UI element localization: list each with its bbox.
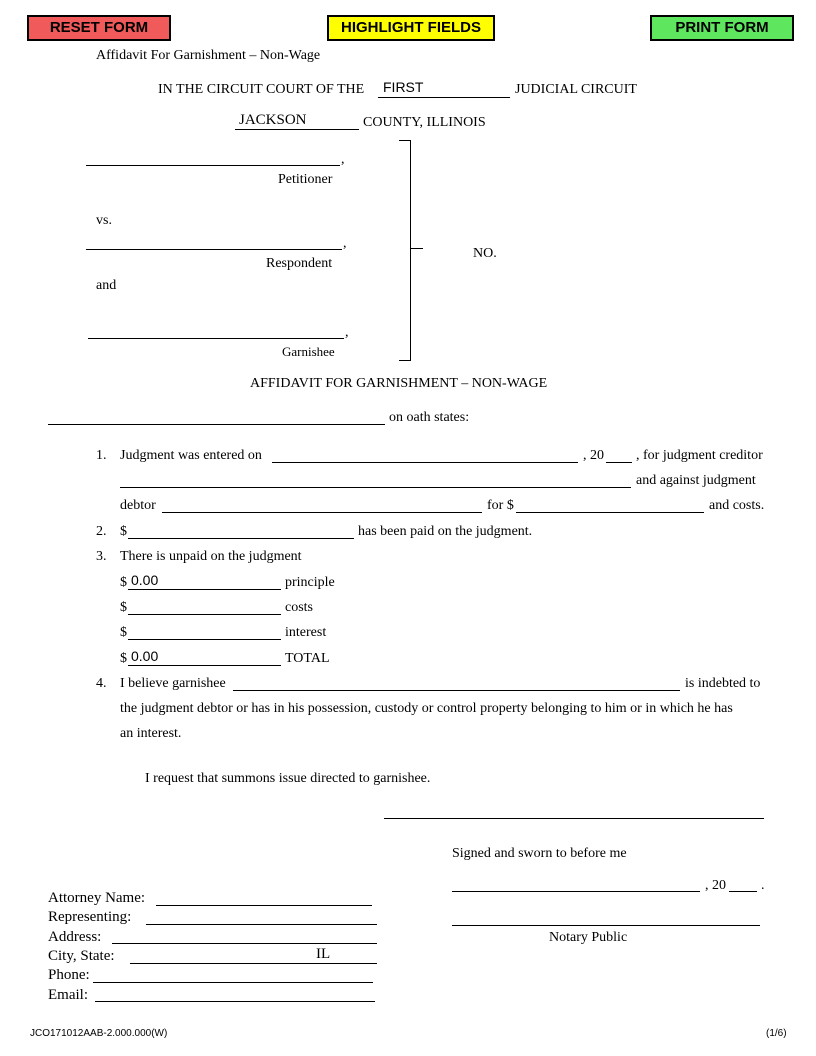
affiant-field[interactable] bbox=[48, 424, 385, 425]
county-value: JACKSON bbox=[239, 112, 307, 128]
representing-field[interactable] bbox=[146, 924, 377, 925]
item4-text-a: I believe garnishee bbox=[120, 676, 226, 691]
court-prefix: IN THE CIRCUIT COURT OF THE bbox=[158, 82, 365, 97]
interest-field[interactable] bbox=[128, 639, 281, 640]
costs-dollar: $ bbox=[120, 600, 127, 615]
judgment-date-field[interactable] bbox=[272, 462, 578, 463]
circuit-value: FIRST bbox=[383, 79, 424, 95]
signature-field[interactable] bbox=[384, 818, 764, 819]
email-label: Email: bbox=[48, 987, 88, 1003]
petitioner-label: Petitioner bbox=[278, 172, 333, 187]
form-title: Affidavit For Garnishment – Non-Wage bbox=[96, 48, 321, 63]
affidavit-title: AFFIDAVIT FOR GARNISHMENT – NON-WAGE bbox=[250, 376, 548, 391]
reset-form-button[interactable]: RESET FORM bbox=[27, 15, 171, 41]
amount-paid-field[interactable] bbox=[128, 538, 354, 539]
total-dollar: $ bbox=[120, 651, 127, 666]
sworn-date-comma: , 20 bbox=[705, 878, 726, 893]
print-form-button[interactable]: PRINT FORM bbox=[650, 15, 794, 41]
garnishee-comma: , bbox=[345, 325, 349, 340]
principle-value: 0.00 bbox=[131, 572, 159, 588]
item1-number: 1. bbox=[96, 448, 107, 463]
caption-bracket-bottom bbox=[399, 360, 411, 361]
petitioner-field[interactable] bbox=[86, 165, 340, 166]
garnishee-name-field[interactable] bbox=[233, 690, 680, 691]
respondent-label: Respondent bbox=[266, 256, 333, 271]
attorney-name-field[interactable] bbox=[156, 905, 372, 906]
oath-text: on oath states: bbox=[389, 410, 470, 425]
sworn-date-field[interactable] bbox=[452, 891, 700, 892]
garnishee-label: Garnishee bbox=[282, 344, 335, 359]
caption-bracket bbox=[399, 140, 411, 361]
city-state-label: City, State: bbox=[48, 948, 115, 964]
address-field[interactable] bbox=[112, 943, 377, 944]
judgment-creditor-field[interactable] bbox=[120, 487, 631, 488]
total-label: TOTAL bbox=[285, 651, 330, 666]
representing-label: Representing: bbox=[48, 909, 132, 925]
costs-label: costs bbox=[285, 600, 313, 615]
item3-text: There is unpaid on the judgment bbox=[120, 549, 302, 564]
interest-dollar: $ bbox=[120, 625, 127, 640]
item1-text-c: , for judgment creditor bbox=[636, 448, 763, 463]
state-value: IL bbox=[316, 946, 331, 962]
item1-text-b: , 20 bbox=[583, 448, 604, 463]
interest-label: interest bbox=[285, 625, 327, 640]
phone-label: Phone: bbox=[48, 967, 90, 983]
highlight-fields-button[interactable]: HIGHLIGHT FIELDS bbox=[327, 15, 495, 41]
garnishee-field[interactable] bbox=[88, 338, 344, 339]
item1-text-a: Judgment was entered on bbox=[120, 448, 262, 463]
request-text: I request that summons issue directed to garnishee. bbox=[145, 771, 431, 786]
judgment-amount-field[interactable] bbox=[516, 512, 704, 513]
petitioner-comma: , bbox=[341, 152, 345, 167]
item2-dollar: $ bbox=[120, 524, 127, 539]
item4-number: 4. bbox=[96, 676, 107, 691]
item1-text-f: for $ bbox=[487, 498, 514, 513]
caption-bracket-point bbox=[411, 248, 423, 249]
notary-label: Notary Public bbox=[549, 930, 628, 945]
circuit-field[interactable] bbox=[378, 97, 510, 98]
costs-field[interactable] bbox=[128, 614, 281, 615]
item4-text-b: is indebted to bbox=[685, 676, 761, 691]
judgment-year-field[interactable] bbox=[606, 462, 632, 463]
item2-text: has been paid on the judgment. bbox=[358, 524, 533, 539]
vs-label: vs. bbox=[96, 213, 112, 228]
email-field[interactable] bbox=[95, 1001, 375, 1002]
sworn-year-field[interactable] bbox=[729, 891, 757, 892]
total-value: 0.00 bbox=[131, 648, 159, 664]
principle-dollar: $ bbox=[120, 575, 127, 590]
respondent-field[interactable] bbox=[86, 249, 342, 250]
county-suffix: COUNTY, ILLINOIS bbox=[363, 115, 486, 130]
judgment-debtor-field[interactable] bbox=[162, 512, 482, 513]
case-no-label: NO. bbox=[473, 246, 497, 261]
item3-number: 3. bbox=[96, 549, 107, 564]
court-suffix: JUDICIAL CIRCUIT bbox=[515, 82, 637, 97]
form-code: JCO171012AAB-2.000.000(W) bbox=[30, 1028, 168, 1039]
principle-label: principle bbox=[285, 575, 335, 590]
and-label: and bbox=[96, 278, 117, 293]
item4-line2: the judgment debtor or has in his possession, custody or control property belonging to him or in which he has bbox=[120, 701, 733, 716]
sworn-date-period: . bbox=[761, 878, 765, 893]
phone-field[interactable] bbox=[93, 982, 373, 983]
caption-bracket-top bbox=[399, 140, 411, 141]
item2-number: 2. bbox=[96, 524, 107, 539]
item1-text-d: and against judgment bbox=[636, 473, 756, 488]
attorney-name-label: Attorney Name: bbox=[48, 890, 146, 906]
item1-text-e: debtor bbox=[120, 498, 156, 513]
address-label: Address: bbox=[48, 929, 102, 945]
respondent-comma: , bbox=[343, 236, 347, 251]
notary-signature-field[interactable] bbox=[452, 925, 760, 926]
total-field[interactable] bbox=[128, 665, 281, 666]
sworn-text: Signed and sworn to before me bbox=[452, 846, 627, 861]
principle-field[interactable] bbox=[128, 589, 281, 590]
item1-text-g: and costs. bbox=[709, 498, 765, 513]
item4-line3: an interest. bbox=[120, 726, 182, 741]
county-field[interactable] bbox=[235, 129, 359, 130]
city-state-field[interactable] bbox=[130, 963, 377, 964]
page-number: (1/6) bbox=[766, 1028, 787, 1039]
